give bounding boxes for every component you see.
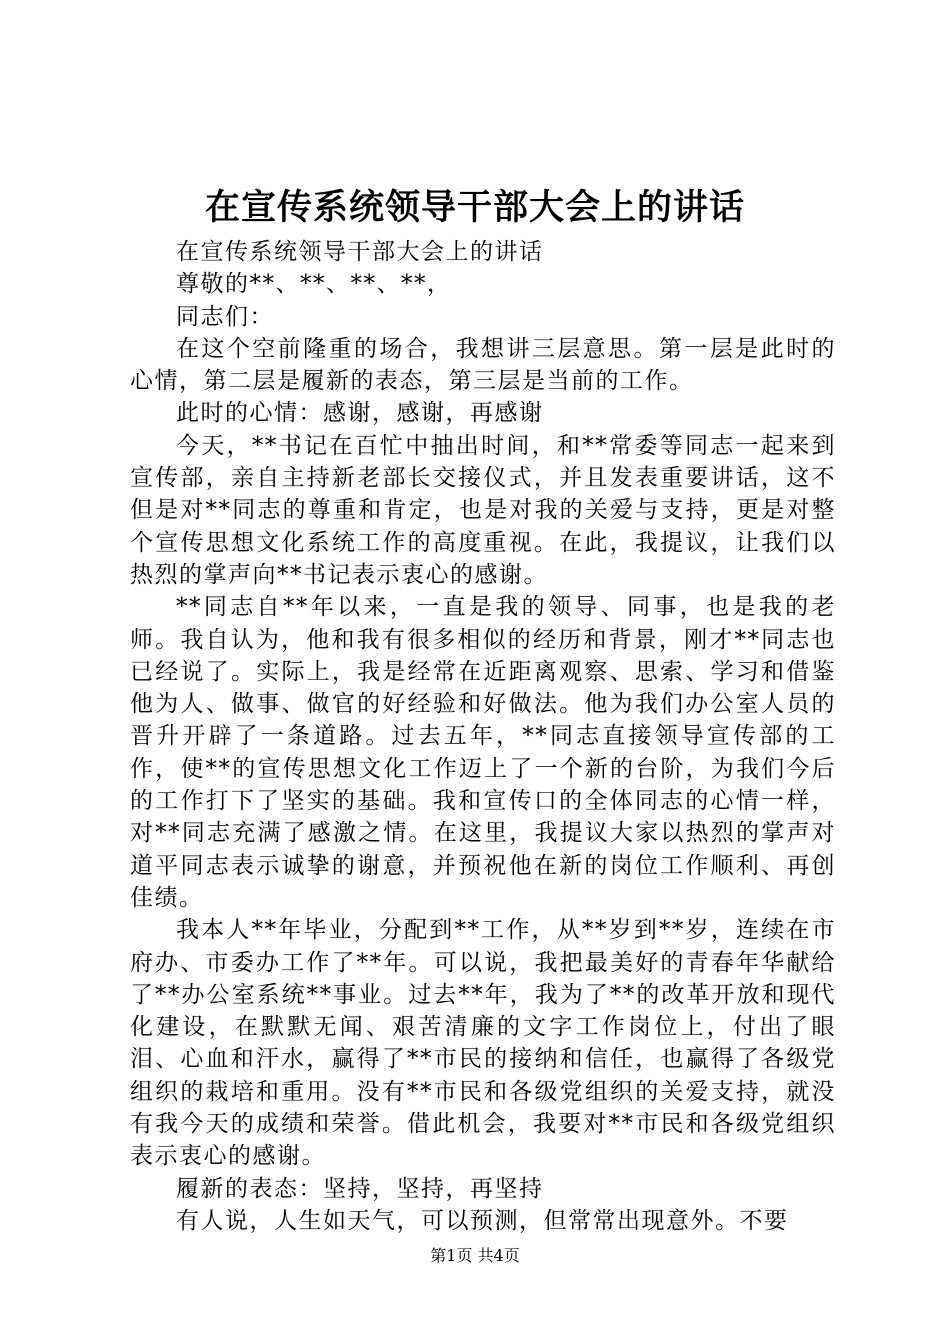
paragraph-greeting: 同志们： bbox=[176, 303, 274, 330]
paragraph-thanks-predecessor: **同志自**年以来，一直是我的领导、同事，也是我的老师。我自认为，他和我有很多相似的经历和背景，刚才**同志也已经说了。实际上，我是经常在近距离观察、思索、学习和借鉴他为人、做事、做官的好经验和好做法。他为我们办公室人员的晋升开辟了一条道路。过去五年，**同志直接领导宣传部的工作，使**的宣传思想文化工作迈上了一个新的台阶，为我们今后的工作打下了坚实的基础。我和宣传口的全体同志的心情一样，对**同志充满了感激之情。在这里，我提议大家以热烈的掌声对道平同志表示诚挚的谢意，并预祝他在新的岗位工作顺利、再创佳绩。 bbox=[130, 594, 836, 911]
document-body bbox=[130, 236, 836, 1237]
page-footer: 第1页 共4页 bbox=[430, 1246, 520, 1265]
paragraph-personal-history: 我本人**年毕业，分配到**工作，从**岁到**岁，连续在市府办、市委办工作了**年。可以说，我把最美好的青春年华献给了**办公室系统**事业。过去**年，我为了**的改革开放和现代化建设，在默默无闻、艰苦清廉的文字工作岗位上，付出了眼泪、心血和汗水，赢得了**市民的接纳和信任，也赢得了各级党组织的栽培和重用。没有**市民和各级党组织的关爱支持，就没有我今天的成绩和荣誉。借此机会，我要对**市民和各级党组织表示衷心的感谢。 bbox=[130, 917, 836, 1170]
paragraph-subtitle: 在宣传系统领导干部大会上的讲话 bbox=[176, 239, 544, 265]
paragraph-intro: 在这个空前隆重的场合，我想讲三层意思。第一层是此时的心情，第二层是履新的表态，第三层是当前的工作。 bbox=[130, 335, 836, 395]
section-heading-mood: 此时的心情：感谢，感谢，再感谢 bbox=[176, 400, 544, 427]
paragraph-salutation: 尊敬的**、**、**、**， bbox=[176, 271, 452, 298]
paragraph-thanks-secretary: 今天，**书记在百忙中抽出时间，和**常委等同志一起来到宣传部，亲自主持新老部长交接仪式，并且发表重要讲话，这不但是对**同志的尊重和肯定，也是对我的关爱与支持，更是对整个宣传思想文化系统工作的高度重视。在此，我提议，让我们以热烈的掌声向**书记表示衷心的感谢。 bbox=[130, 432, 836, 588]
document-title: 在宣传系统领导干部大会上的讲话 bbox=[204, 187, 745, 228]
paragraph-weather-metaphor: 有人说，人生如天气，可以预测，但常常出现意外。不要 bbox=[176, 1207, 789, 1234]
section-heading-commitment: 履新的表态：坚持，坚持，再坚持 bbox=[176, 1175, 544, 1202]
